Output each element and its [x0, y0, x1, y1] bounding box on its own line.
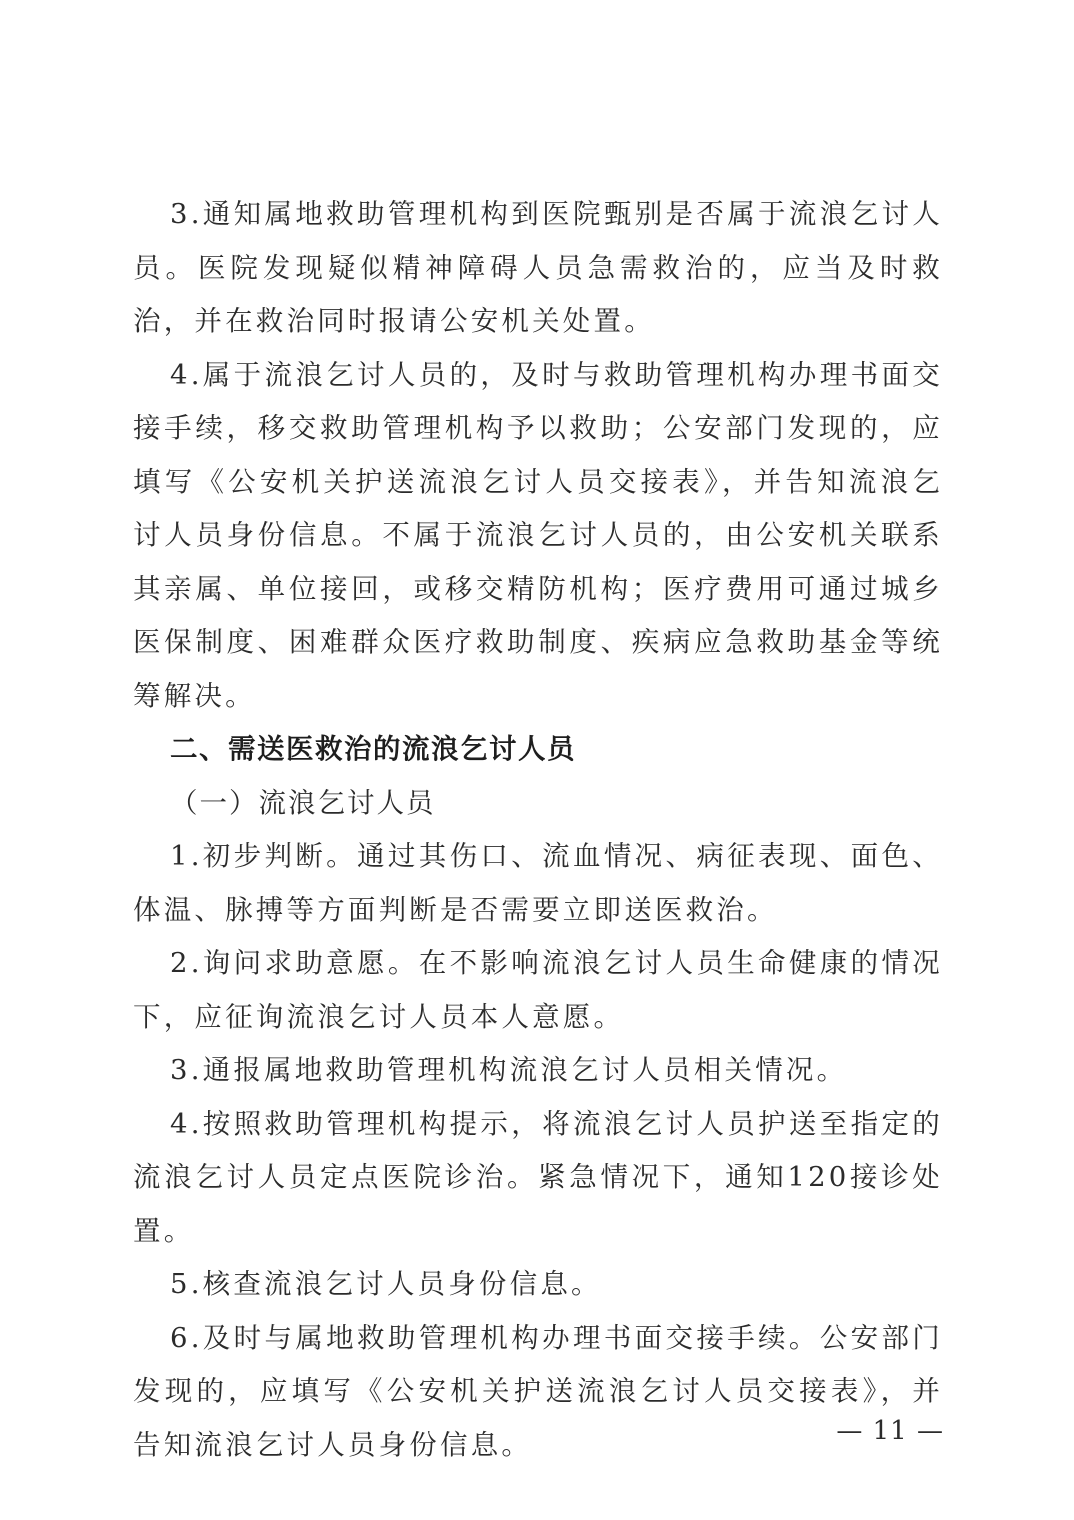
paragraph-item-4-handover: 4.属于流浪乞讨人员的，及时与救助管理机构办理书面交接手续，移交救助管理机构予以救助；公安部门发现的，应填写《公安机关护送流浪乞讨人员交接表》，并告知流浪乞讨人员身份信息。不属于流浪乞讨人员的，由公安机关联系其亲属、单位接回，或移交精防机构；医疗费用可通过城乡医保制度、困难群众医疗救助制度、疾病应急救助基金等统筹解决。 [133, 358, 943, 712]
paragraph-step-3: 3.通报属地救助管理机构流浪乞讨人员相关情况。 [170, 1054, 848, 1086]
subsection-heading-1: （一）流浪乞讨人员 [170, 786, 436, 819]
document-body [133, 188, 943, 1472]
page-number: — 11 — [836, 1416, 944, 1446]
section-heading-2: 二、需送医救治的流浪乞讨人员 [170, 733, 576, 765]
paragraph-step-5: 5.核查流浪乞讨人员身份信息。 [170, 1268, 602, 1300]
paragraph-step-1: 1.初步判断。通过其伤口、流血情况、病征表现、面色、体温、脉搏等方面判断是否需要立即送医救治。 [133, 840, 943, 926]
paragraph-step-2: 2.询问求助意愿。在不影响流浪乞讨人员生命健康的情况下，应征询流浪乞讨人员本人意愿。 [133, 947, 943, 1033]
paragraph-step-4: 4.按照救助管理机构提示，将流浪乞讨人员护送至指定的流浪乞讨人员定点医院诊治。紧急情况下，通知120接诊处置。 [133, 1107, 943, 1247]
paragraph-step-6: 6.及时与属地救助管理机构办理书面交接手续。公安部门发现的，应填写《公安机关护送流浪乞讨人员交接表》，并告知流浪乞讨人员身份信息。 [133, 1321, 943, 1461]
paragraph-item-3-notify: 3.通知属地救助管理机构到医院甄别是否属于流浪乞讨人员。医院发现疑似精神障碍人员急需救治的，应当及时救治，并在救治同时报请公安机关处置。 [133, 198, 943, 337]
